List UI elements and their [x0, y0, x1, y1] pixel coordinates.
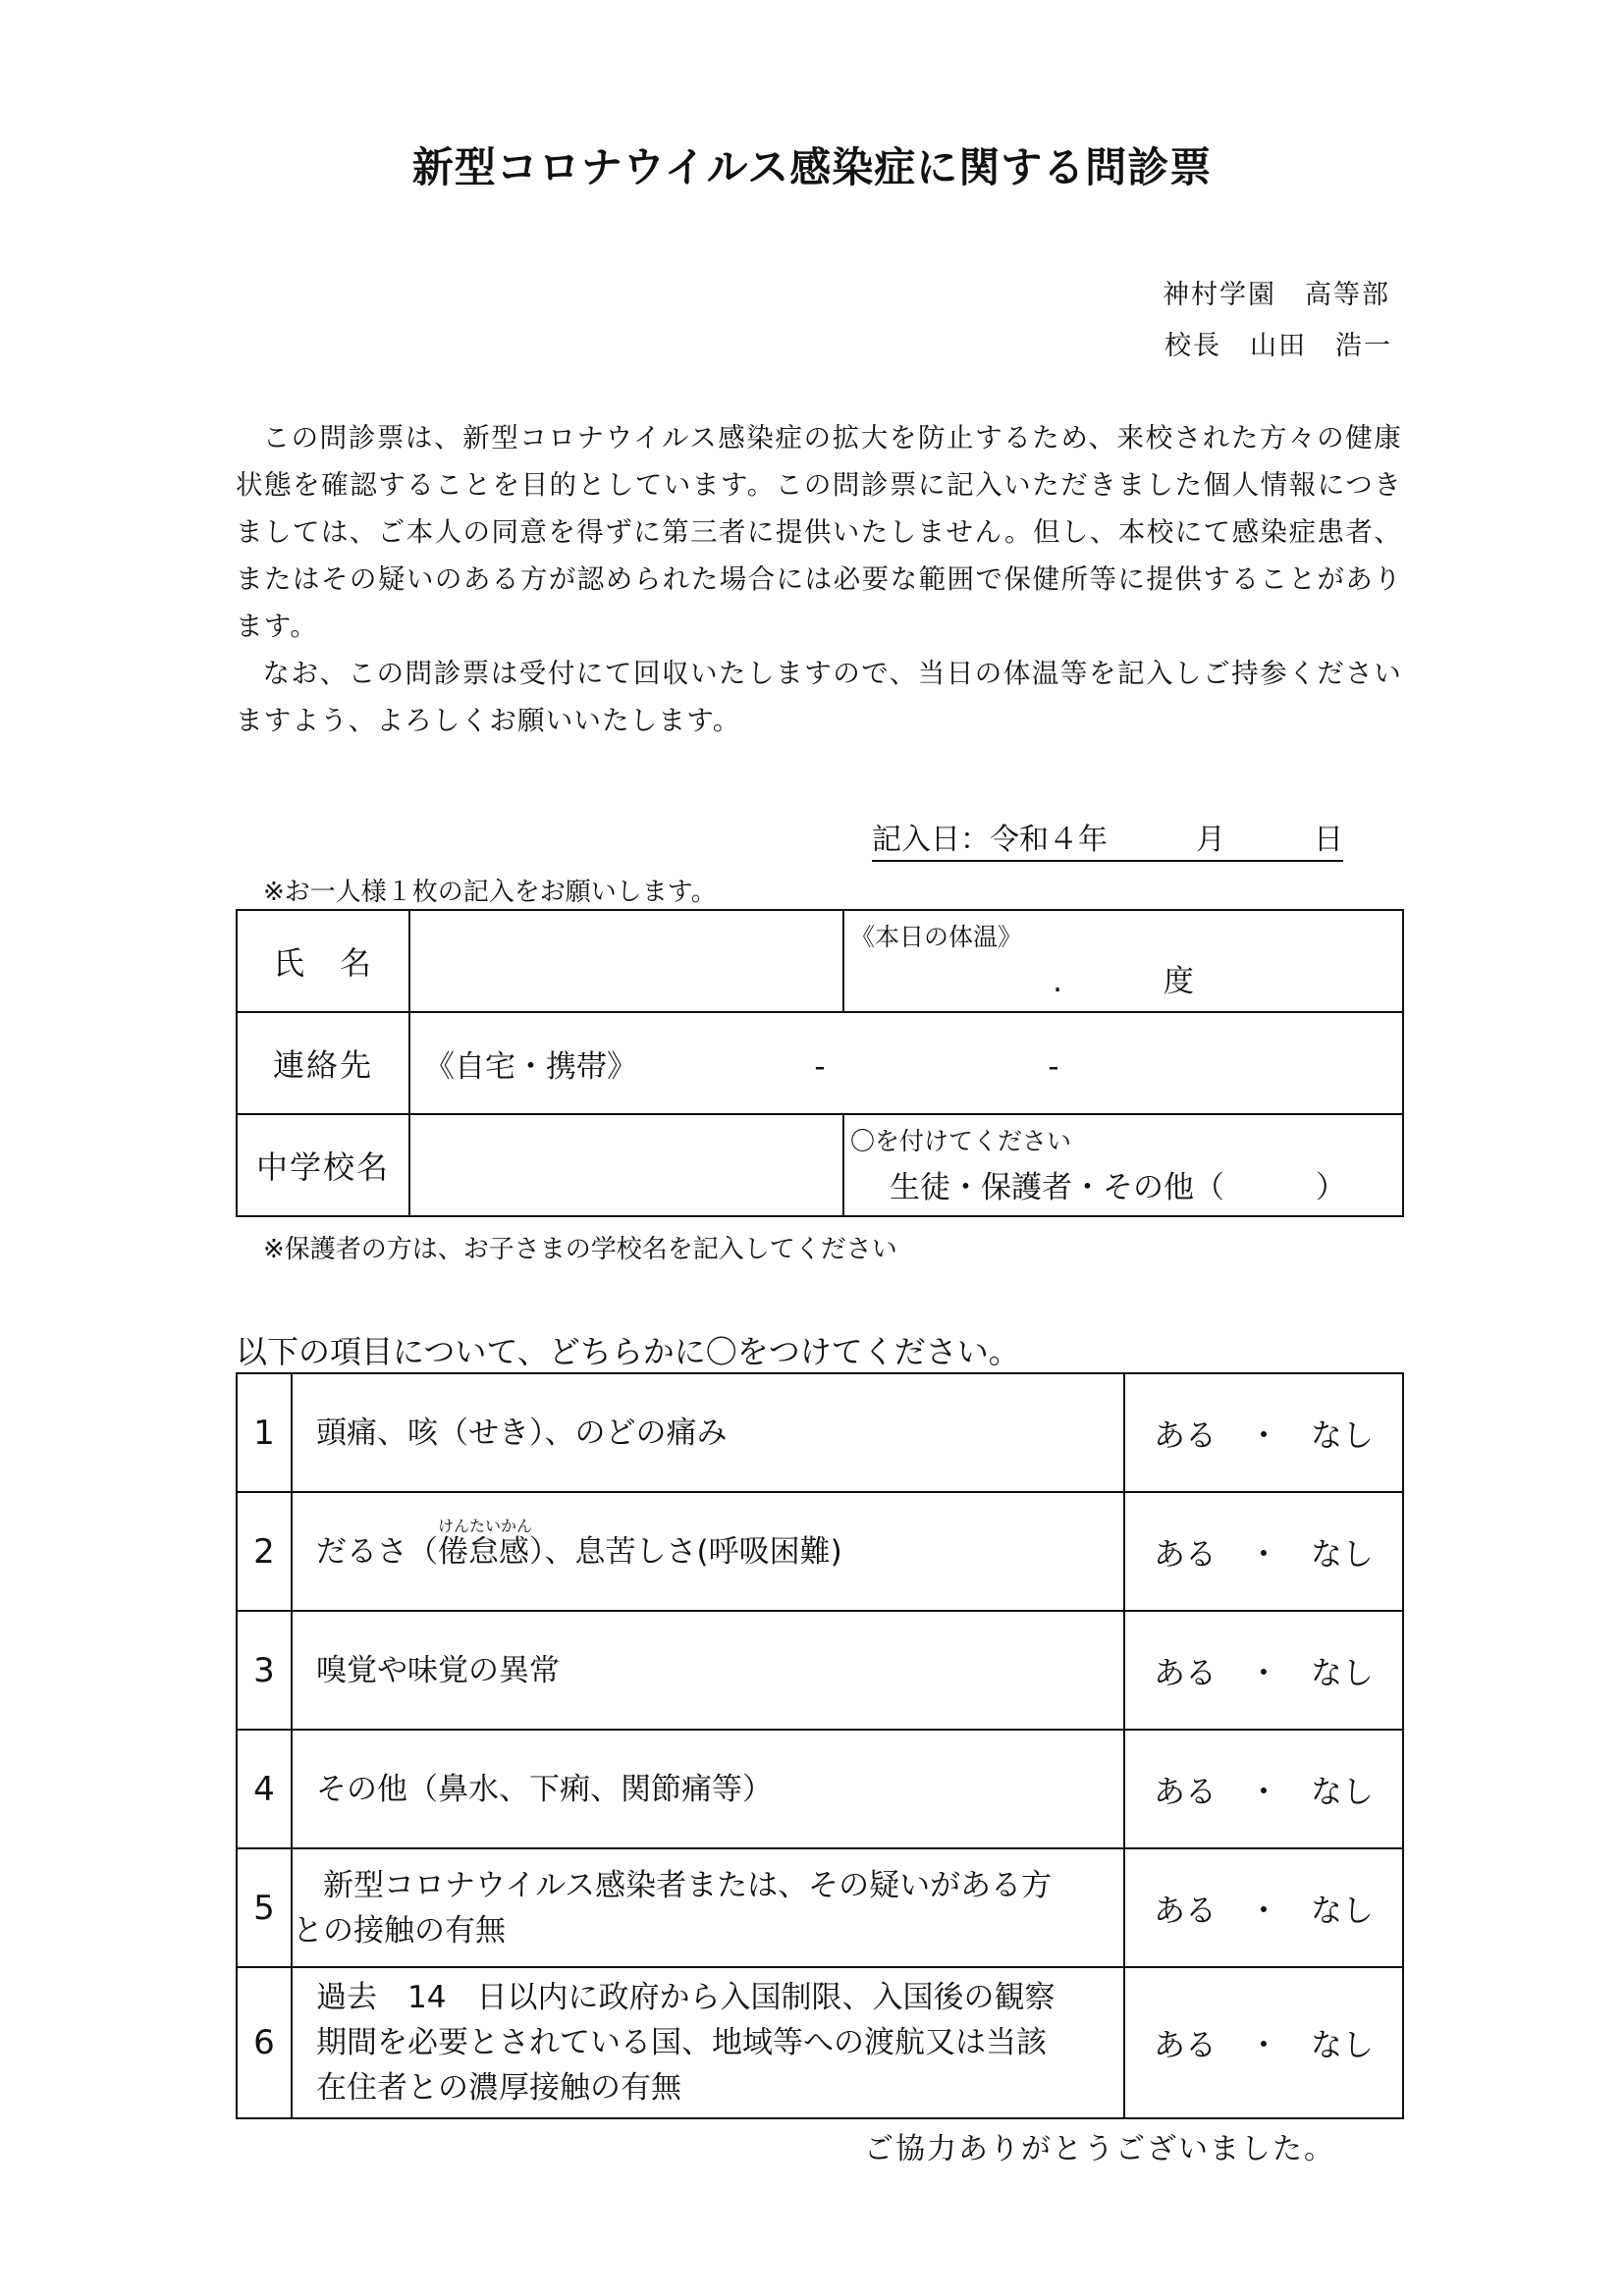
question-line: 在住者との濃厚接触の有無	[316, 2070, 681, 2106]
answer-choice[interactable]: ある ・ なし	[1124, 1611, 1403, 1730]
intro-paragraph-1: この問診票は、新型コロナウイルス感染症の拡大を防止するため、来校された方々の健康状態を確認することを目的としています。この問診票に記入いただきました個人情報につきましては、ご本人の同意を得ずに第三者に提供いたしません。但し、本校にて感染症患者、またはその疑いのある方が認められた場合には必要な範囲で保健所等に提供することがあります。	[236, 422, 1402, 642]
question-line: 期間を必要とされている国、地域等への渡航又は当該	[316, 2025, 1047, 2060]
question-line: との接触の有無	[293, 1912, 506, 1949]
visitor-info-table	[236, 909, 1404, 1217]
name-row	[237, 910, 1403, 1012]
question-text	[292, 1848, 1124, 1967]
ruby-reading: けんたいかん	[438, 1516, 533, 1535]
temperature-field[interactable]	[843, 910, 1403, 1012]
question-text: 嗅覚や味覚の異常	[292, 1611, 1124, 1730]
contact-label: 連絡先	[237, 1012, 409, 1114]
contact-row	[237, 1012, 1403, 1114]
question-text-part: ）、息苦しさ(呼吸困難)	[529, 1533, 842, 1570]
symptom-question-table	[236, 1372, 1404, 2119]
question-number: 1	[237, 1373, 292, 1492]
school-field[interactable]	[409, 1114, 843, 1216]
question-row	[237, 1967, 1403, 2118]
question-row	[237, 1373, 1403, 1492]
answer-choice[interactable]: ある ・ なし	[1124, 1848, 1403, 1967]
question-row	[237, 1730, 1403, 1848]
question-text-part: だるさ（	[316, 1533, 438, 1570]
answer-choice[interactable]: ある ・ なし	[1124, 1492, 1403, 1611]
question-text: その他（鼻水、下痢、関節痛等）	[292, 1730, 1124, 1848]
answer-choice[interactable]: ある ・ なし	[1124, 1730, 1403, 1848]
name-label: 氏 名	[237, 910, 409, 1012]
question-instruction: 以下の項目について、どちらかに〇をつけてください。	[236, 1333, 1020, 1370]
organization-name: 神村学園 高等部	[1163, 280, 1390, 310]
question-number: 6	[237, 1967, 292, 2118]
school-row	[237, 1114, 1403, 1216]
question-text	[292, 1492, 1124, 1611]
question-number: 4	[237, 1730, 292, 1848]
school-label: 中学校名	[237, 1114, 409, 1216]
question-text: 頭痛、咳（せき）、のどの痛み	[292, 1373, 1124, 1492]
ruby-base: 倦怠感	[438, 1533, 529, 1570]
ruby-word	[438, 1516, 533, 1575]
principal-name: 校長 山田 浩一	[1164, 331, 1392, 361]
question-text	[292, 1967, 1124, 2118]
role-options: 生徒・保護者・その他（ ）	[890, 1170, 1346, 1205]
question-number: 2	[237, 1492, 292, 1611]
name-field[interactable]	[409, 910, 843, 1012]
circle-instruction: 〇を付けてください	[850, 1127, 1072, 1155]
answer-choice[interactable]: ある ・ なし	[1124, 1373, 1403, 1492]
page-title: 新型コロナウイルス感染症に関する問診票	[411, 143, 1213, 191]
one-sheet-note: ※お一人様１枚の記入をお願いします。	[263, 878, 717, 907]
contact-field[interactable]: 《自宅・携帯》 - -	[409, 1012, 1403, 1114]
school-name-note: ※保護者の方は、お子さまの学校名を記入してください	[263, 1235, 897, 1264]
question-line: 過去 14 日以内に政府から入国制限、入国後の観察	[316, 1980, 1056, 2015]
answer-choice[interactable]: ある ・ なし	[1124, 1967, 1403, 2118]
role-field[interactable]	[843, 1114, 1403, 1216]
temperature-unit: . 度	[1053, 964, 1194, 999]
question-row	[237, 1611, 1403, 1730]
question-line: 新型コロナウイルス感染者または、その疑いがある方	[293, 1867, 1053, 1903]
question-row	[237, 1492, 1403, 1611]
question-row	[237, 1848, 1403, 1967]
temperature-label: 《本日の体温》	[850, 923, 1023, 951]
entry-date-field[interactable]: 記入日：令和４年 月 日	[872, 815, 1343, 862]
thanks-message: ご協力ありがとうございました。	[864, 2132, 1335, 2166]
question-number: 5	[237, 1848, 292, 1967]
question-number: 3	[237, 1611, 292, 1730]
intro-paragraph-2: なお、この問診票は受付にて回収いたしますので、当日の体温等を記入しご持参くださいますよう、よろしくお願いいたします。	[236, 658, 1402, 736]
intro-text	[236, 414, 1402, 744]
